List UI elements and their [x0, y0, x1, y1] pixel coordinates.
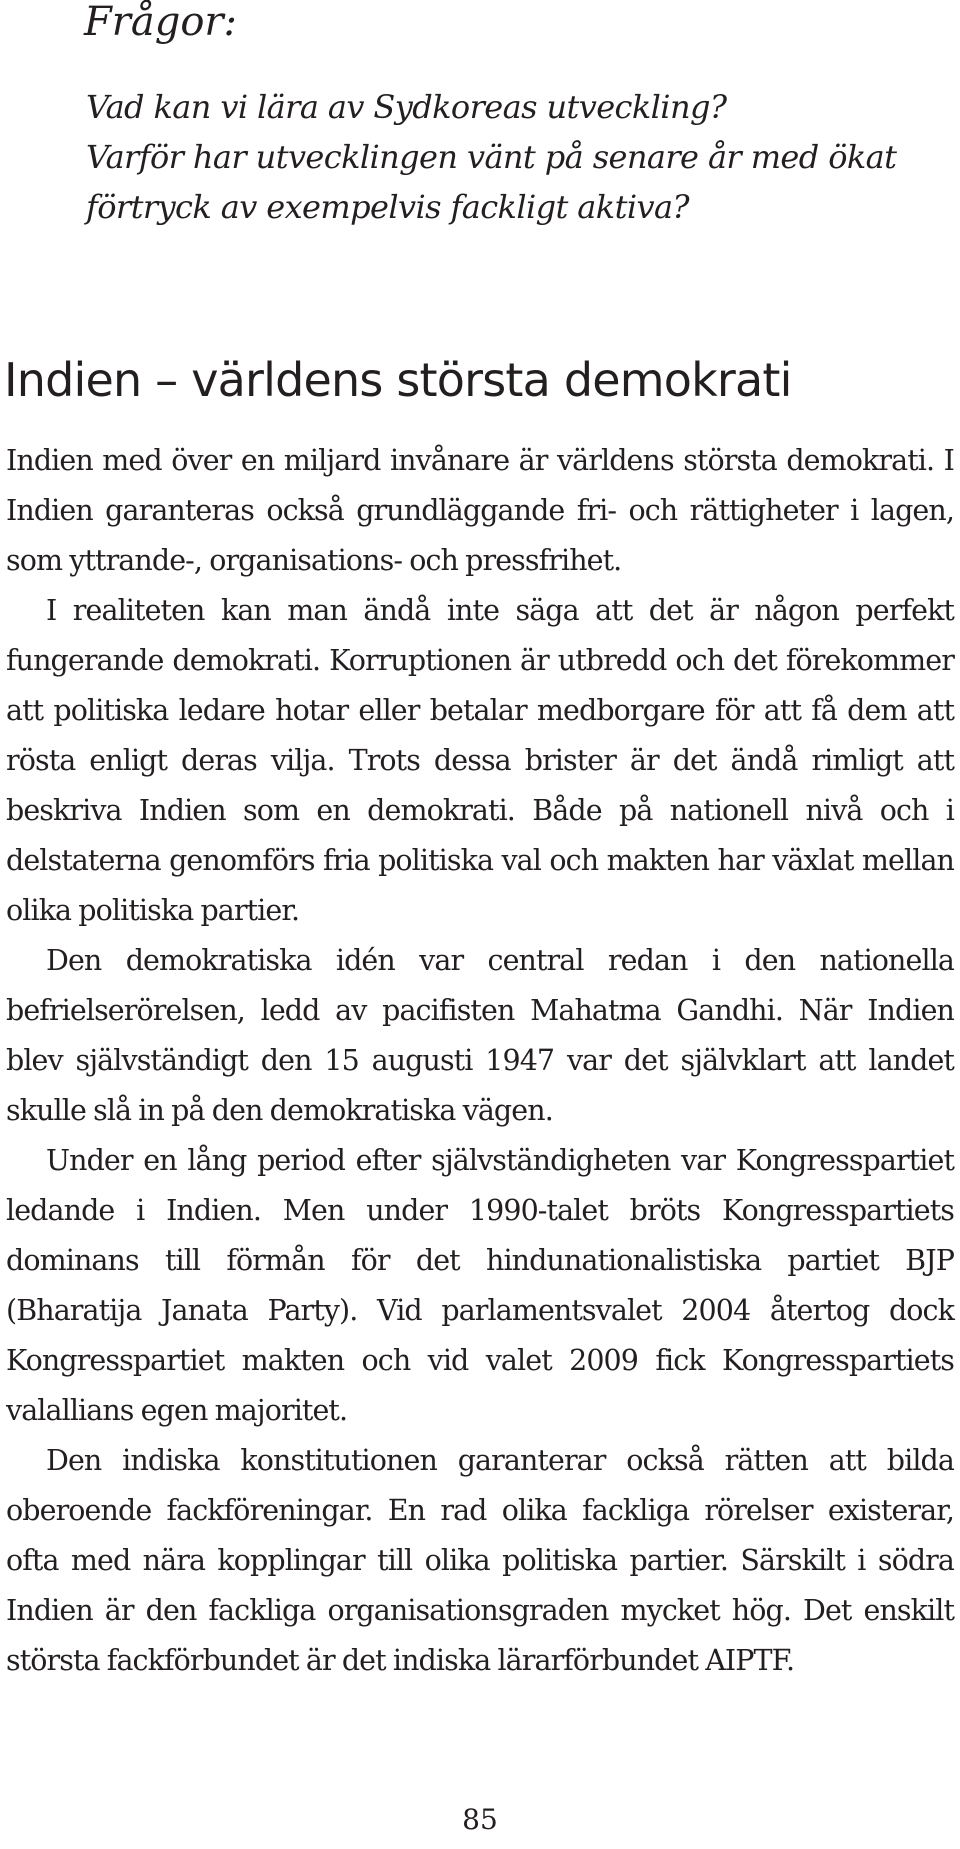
paragraph: I realiteten kan man ändå inte säga att det är någon perfekt fungerande demokrati. Korruptionen är utbredd och det förekommer att politiska ledare hotar eller betalar medborgare för att få dem att rösta enligt deras vilja. Trots dessa brister är det ändå rimligt att beskriva Indien som en demokrati. Både på nationell nivå och i delstaterna genomförs fria politiska val och makten har växlat mellan olika politiska partier.: [6, 594, 954, 927]
question-list: [86, 82, 946, 232]
paragraph: Den demokratiska idén var central redan i den nationella befrielserörelsen, ledd av pacifisten Mahatma Gandhi. När Indien blev självständigt den 15 augusti 1947 var det självklart att landet skulle slå in på den demokratiska vägen.: [6, 944, 954, 1127]
question-line: Varför har utvecklingen vänt på senare år med ökat: [86, 138, 897, 176]
paragraph: Indien med över en miljard invånare är världens största demokrati. I Indien garanteras också grundläggande fri- och rättigheter i lagen, som yttrande-, organisations- och pressfrihet.: [6, 444, 954, 577]
page-number: 85: [462, 1803, 498, 1836]
paragraph: Den indiska konstitutionen garanterar också rätten att bilda oberoende fackföreningar. En rad olika fackliga rörelser existerar, ofta med nära kopplingar till olika politiska partier. Särskilt i södra Indien är den fackliga organisationsgraden mycket hög. Det enskilt största fackförbundet är det indiska lärarförbundet AIPTF.: [6, 1444, 954, 1677]
body-text: [6, 436, 954, 1686]
section-title: Indien – världens största demokrati: [4, 353, 792, 407]
question-line: förtryck av exempelvis fackligt aktiva?: [86, 188, 689, 226]
paragraph: Under en lång period efter självständigheten var Kongresspartiet ledande i Indien. Men under 1990-talet bröts Kongresspartiets dominans till förmån för det hindunationalistiska partiet BJP (Bharatija Janata Party). Vid parlamentsvalet 2004 återtog dock Kongresspartiet makten och vid valet 2009 fick Kongresspartiets valallians egen majoritet.: [6, 1144, 954, 1427]
question-line: Vad kan vi lära av Sydkoreas utveckling?: [86, 88, 727, 126]
questions-heading: Frågor:: [84, 0, 238, 45]
